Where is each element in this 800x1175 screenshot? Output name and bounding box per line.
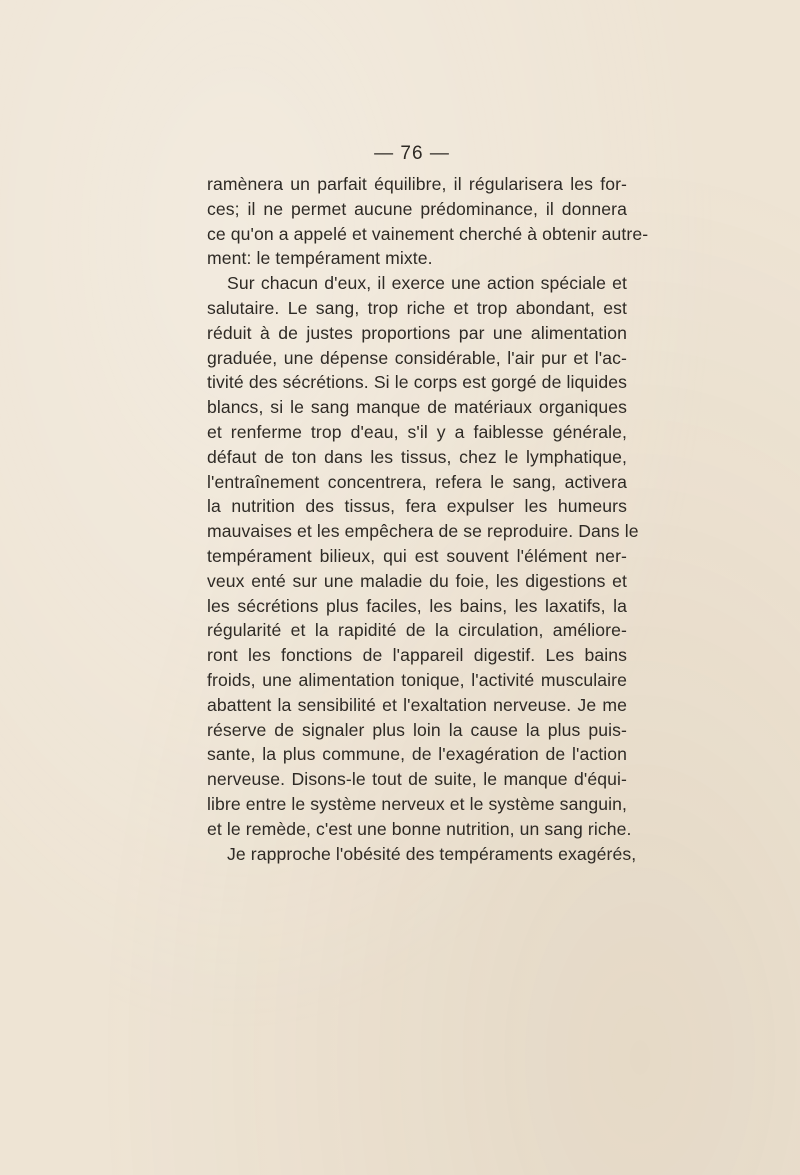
page-number: — 76 — — [374, 143, 450, 164]
text-line: ment: le tempérament mixte. — [207, 248, 433, 269]
text-line: et le remède, c'est une bonne nutrition, un sang riche. — [207, 818, 632, 839]
text-line: blancs, si le sang manque de matériaux organiques — [207, 397, 627, 418]
text-line: ce qu'on a appelé et vainement cherché à obtenir autre- — [207, 223, 649, 244]
text-line: ces; il ne permet aucune prédominance, il donnera — [207, 198, 627, 219]
text-line: régularité et la rapidité de la circulation, améliore- — [207, 620, 627, 641]
text-line: l'entraînement concentrera, refera le sang, activera — [207, 471, 627, 492]
text-line: salutaire. Le sang, trop riche et trop abondant, est — [207, 297, 627, 318]
text-line: nerveuse. Disons-le tout de suite, le manque d'équi- — [207, 769, 627, 790]
text-line: libre entre le système nerveux et le système sanguin, — [207, 793, 627, 814]
text-line: et renferme trop d'eau, s'il y a faiblesse générale, — [207, 421, 627, 442]
text-line: ront les fonctions de l'appareil digestif. Les bains — [207, 645, 627, 666]
text-line: Sur chacun d'eux, il exerce une action spéciale et — [227, 273, 627, 294]
text-line: réduit à de justes proportions par une alimentation — [207, 322, 627, 343]
text-line: veux enté sur une maladie du foie, les digestions et — [207, 570, 627, 591]
body-text — [207, 172, 649, 866]
text-line: la nutrition des tissus, fera expulser les humeurs — [207, 496, 627, 517]
text-line: Je rapproche l'obésité des tempéraments exagérés, — [227, 843, 637, 864]
text-line: tivité des sécrétions. Si le corps est gorgé de liquides — [207, 372, 627, 393]
text-line: les sécrétions plus faciles, les bains, les laxatifs, la — [207, 595, 627, 616]
text-line: mauvaises et les empêchera de se reproduire. Dans le — [207, 521, 639, 542]
text-line: défaut de ton dans les tissus, chez le lymphatique, — [207, 446, 627, 467]
text-line: réserve de signaler plus loin la cause la plus puis- — [207, 719, 627, 740]
text-line: graduée, une dépense considérable, l'air pur et l'ac- — [207, 347, 627, 368]
text-line: tempérament bilieux, qui est souvent l'élément ner- — [207, 545, 627, 566]
text-line: abattent la sensibilité et l'exaltation nerveuse. Je me — [207, 694, 627, 715]
text-line: sante, la plus commune, de l'exagération de l'action — [207, 744, 627, 765]
text-line: ramènera un parfait équilibre, il régularisera les for- — [207, 174, 627, 194]
text-line: froids, une alimentation tonique, l'activité musculaire — [207, 669, 627, 690]
